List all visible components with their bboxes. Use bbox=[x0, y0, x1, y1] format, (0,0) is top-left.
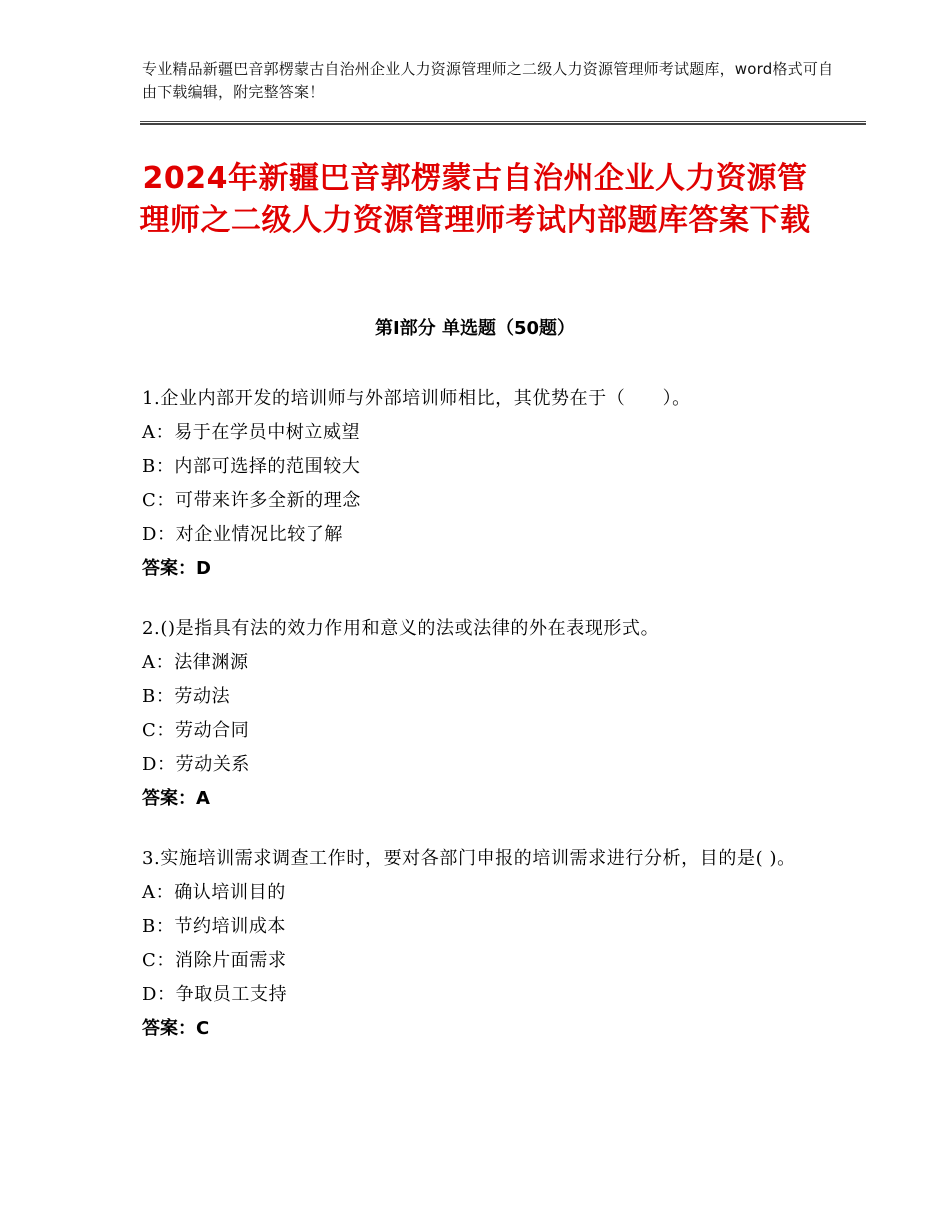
answer-label: 答案：A bbox=[142, 788, 210, 809]
question-1 bbox=[142, 382, 802, 586]
header-divider bbox=[140, 121, 866, 125]
option-c: C：劳动合同 bbox=[142, 720, 250, 741]
question-stem: 1.企业内部开发的培训师与外部培训师相比，其优势在于（ ）。 bbox=[142, 388, 691, 409]
answer-label: 答案：C bbox=[142, 1018, 210, 1039]
option-c: C：可带来许多全新的理念 bbox=[142, 490, 361, 511]
question-2 bbox=[142, 612, 802, 816]
option-b: B：内部可选择的范围较大 bbox=[142, 456, 361, 477]
document-title: 2024年新疆巴音郭楞蒙古自治州企业人力资源管理师之二级人力资源管理师考试内部题库答案下载 bbox=[139, 161, 811, 238]
answer-label: 答案：D bbox=[142, 558, 211, 579]
option-a: A：确认培训目的 bbox=[142, 882, 286, 903]
question-stem: 2.()是指具有法的效力作用和意义的法或法律的外在表现形式。 bbox=[142, 618, 660, 639]
question-list bbox=[142, 382, 802, 1072]
header-note: 专业精品新疆巴音郭楞蒙古自治州企业人力资源管理师之二级人力资源管理师考试题库，word格式可自由下载编辑，附完整答案！ bbox=[142, 60, 834, 101]
option-c: C：消除片面需求 bbox=[142, 950, 287, 971]
option-d: D：争取员工支持 bbox=[142, 984, 288, 1005]
option-b: B：劳动法 bbox=[142, 686, 231, 707]
section-title: 第Ⅰ部分 单选题（50题） bbox=[374, 318, 575, 339]
option-b: B：节约培训成本 bbox=[142, 916, 287, 937]
option-d: D：劳动关系 bbox=[142, 754, 251, 775]
question-stem: 3.实施培训需求调查工作时，要对各部门申报的培训需求进行分析，目的是( )。 bbox=[142, 848, 796, 869]
question-3 bbox=[142, 842, 802, 1046]
option-d: D：对企业情况比较了解 bbox=[142, 524, 344, 545]
option-a: A：法律渊源 bbox=[142, 652, 249, 673]
option-a: A：易于在学员中树立威望 bbox=[142, 422, 361, 443]
